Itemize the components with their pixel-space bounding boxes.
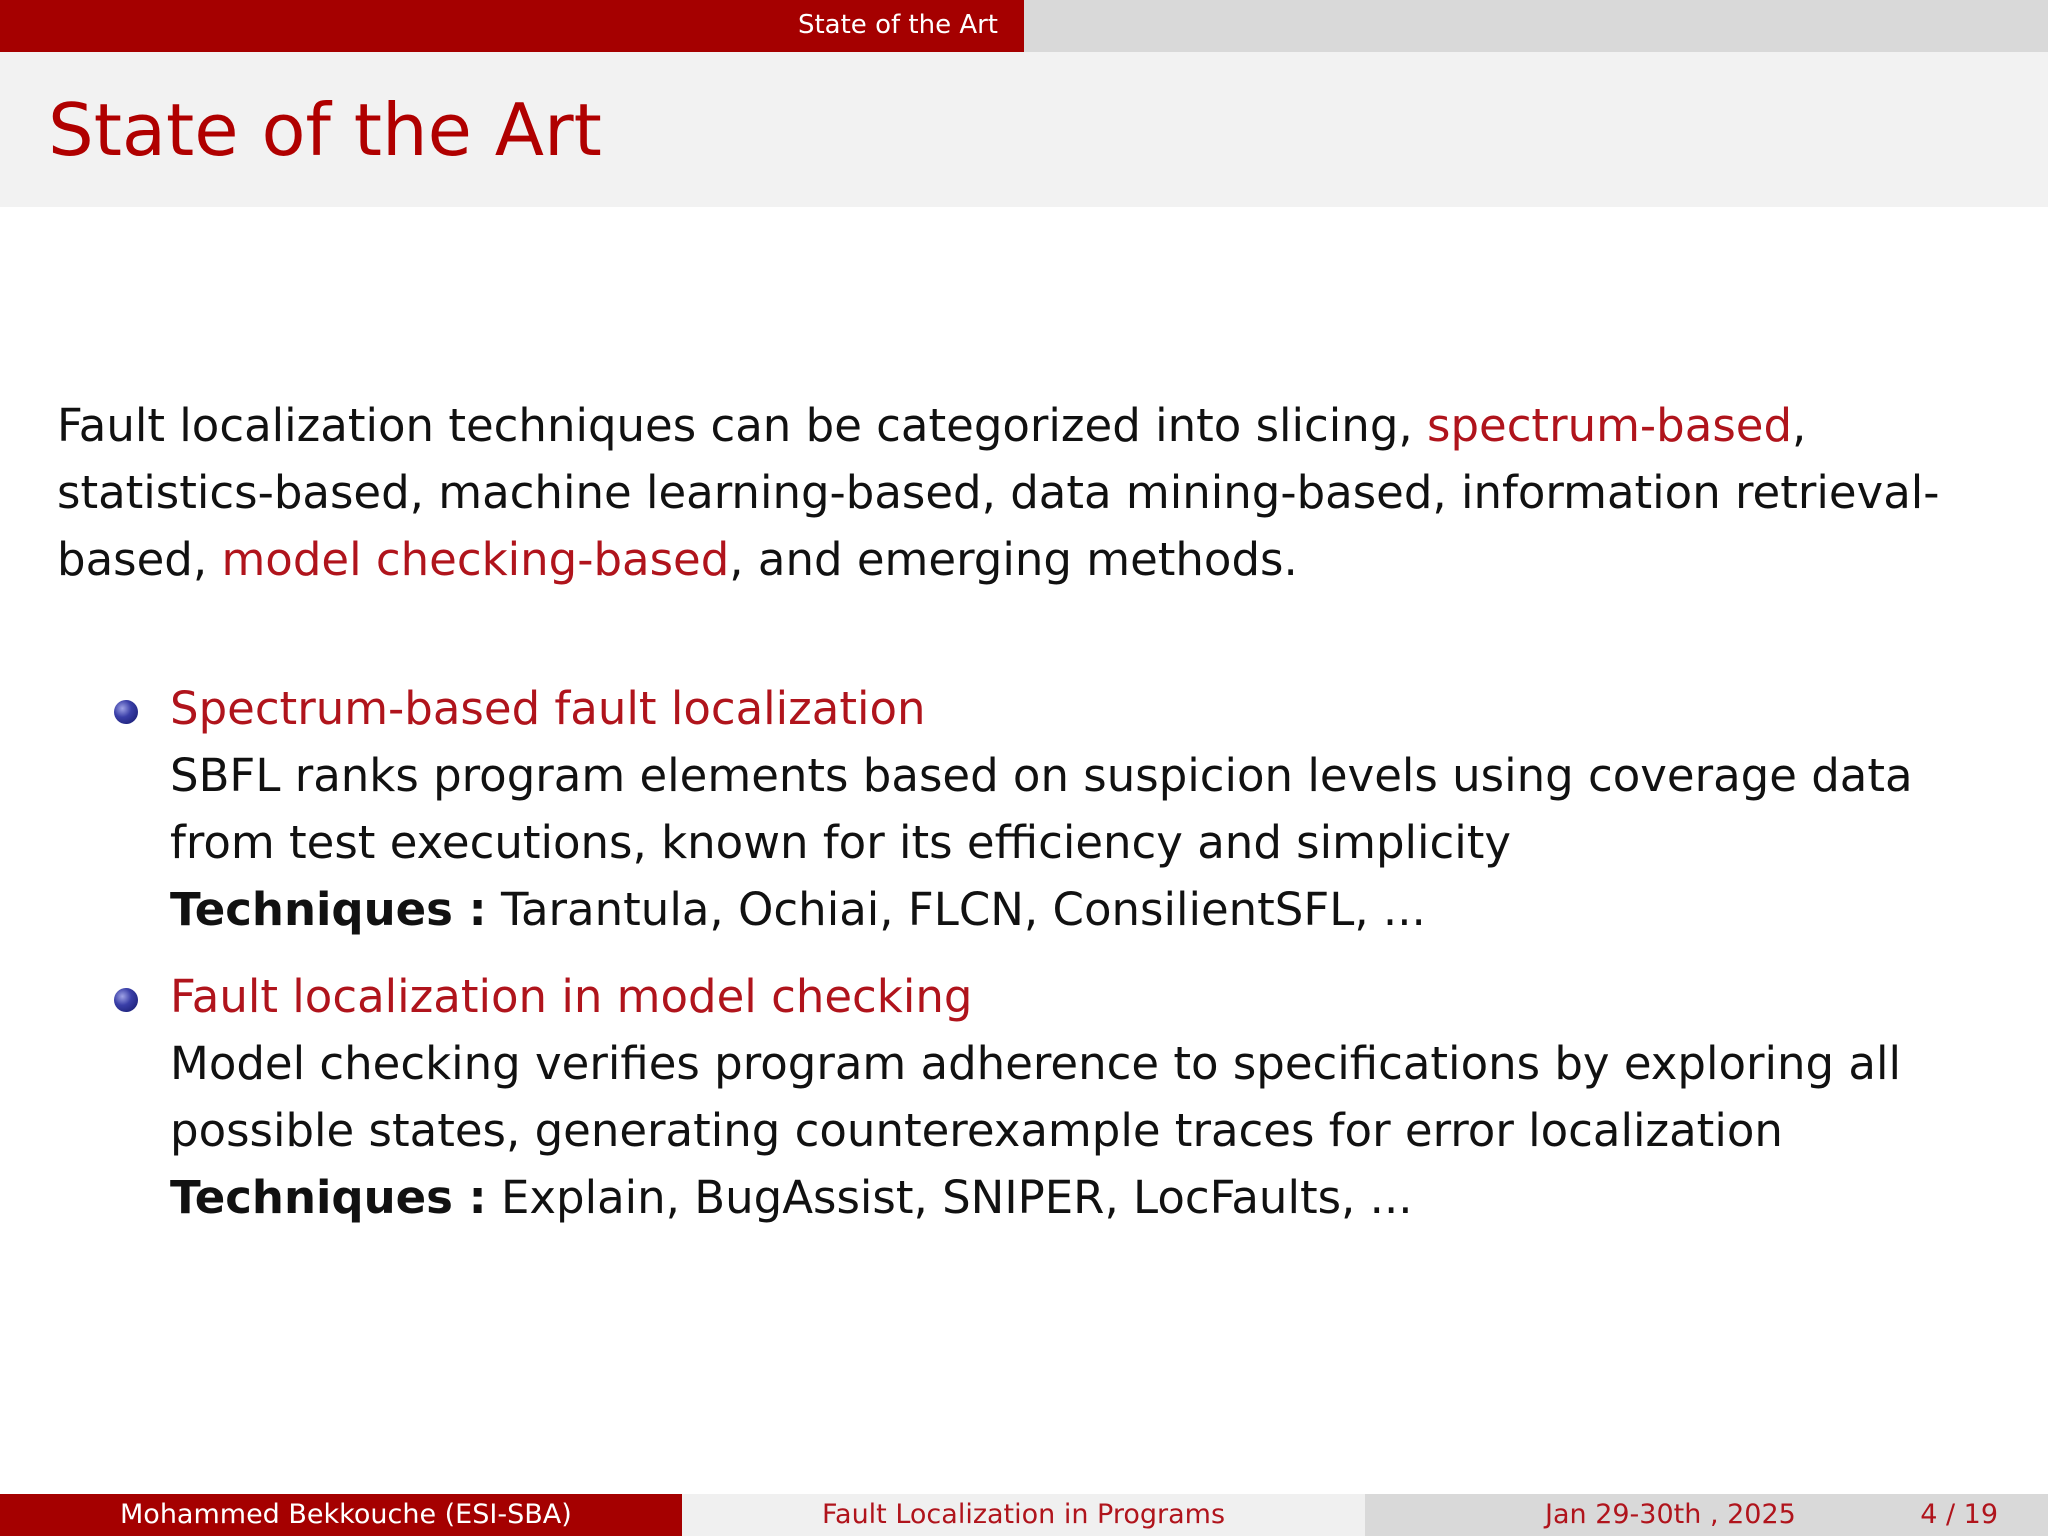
item-techniques xyxy=(170,876,2012,943)
intro-paragraph xyxy=(57,392,1997,593)
footer-talk-title: Fault Localization in Programs xyxy=(682,1494,1365,1536)
intro-text-2: , statistics-based, machine learning-based, data mining-based, information retrieval-based, xyxy=(57,399,1940,586)
title-band xyxy=(0,52,2048,207)
list-item-model-checking xyxy=(112,963,2012,1231)
item-description: SBFL ranks program elements based on suspicion levels using coverage data from test executions, known for its efficiency and simplicity xyxy=(170,749,1913,869)
footer-author: Mohammed Bekkouche (ESI-SBA) xyxy=(0,1494,682,1536)
techniques-label: Techniques : xyxy=(170,1171,487,1224)
footer-date-section xyxy=(1365,1494,2048,1536)
nav-section-link[interactable]: State of the Art xyxy=(0,0,1024,52)
item-heading: Fault localization in model checking xyxy=(170,970,973,1023)
intro-text-3: , and emerging methods. xyxy=(729,533,1298,586)
item-heading: Spectrum-based fault localization xyxy=(170,682,926,735)
footer-bar xyxy=(0,1494,2048,1536)
intro-highlight-spectrum: spectrum-based xyxy=(1427,399,1793,452)
bullet-list xyxy=(112,675,2012,1251)
page-number: 4 / 19 xyxy=(1920,1499,1998,1530)
intro-highlight-model-checking: model checking-based xyxy=(221,533,730,586)
navigation-bar xyxy=(0,0,2048,52)
techniques-list: Explain, BugAssist, SNIPER, LocFaults, ... xyxy=(486,1171,1413,1224)
intro-text-1: Fault localization techniques can be categorized into slicing, xyxy=(57,399,1427,452)
item-techniques xyxy=(170,1164,2012,1231)
list-item-sbfl xyxy=(112,675,2012,943)
bullet-icon xyxy=(114,700,138,724)
bullet-icon xyxy=(114,988,138,1012)
slide-title: State of the Art xyxy=(48,88,602,172)
techniques-list: Tarantula, Ochiai, FLCN, ConsilientSFL, ... xyxy=(486,883,1426,936)
footer-date: Jan 29-30th , 2025 xyxy=(1545,1499,1796,1530)
techniques-label: Techniques : xyxy=(170,883,487,936)
item-description: Model checking verifies program adherence to specifications by exploring all possible states, generating counterexample traces for error localization xyxy=(170,1037,1901,1157)
